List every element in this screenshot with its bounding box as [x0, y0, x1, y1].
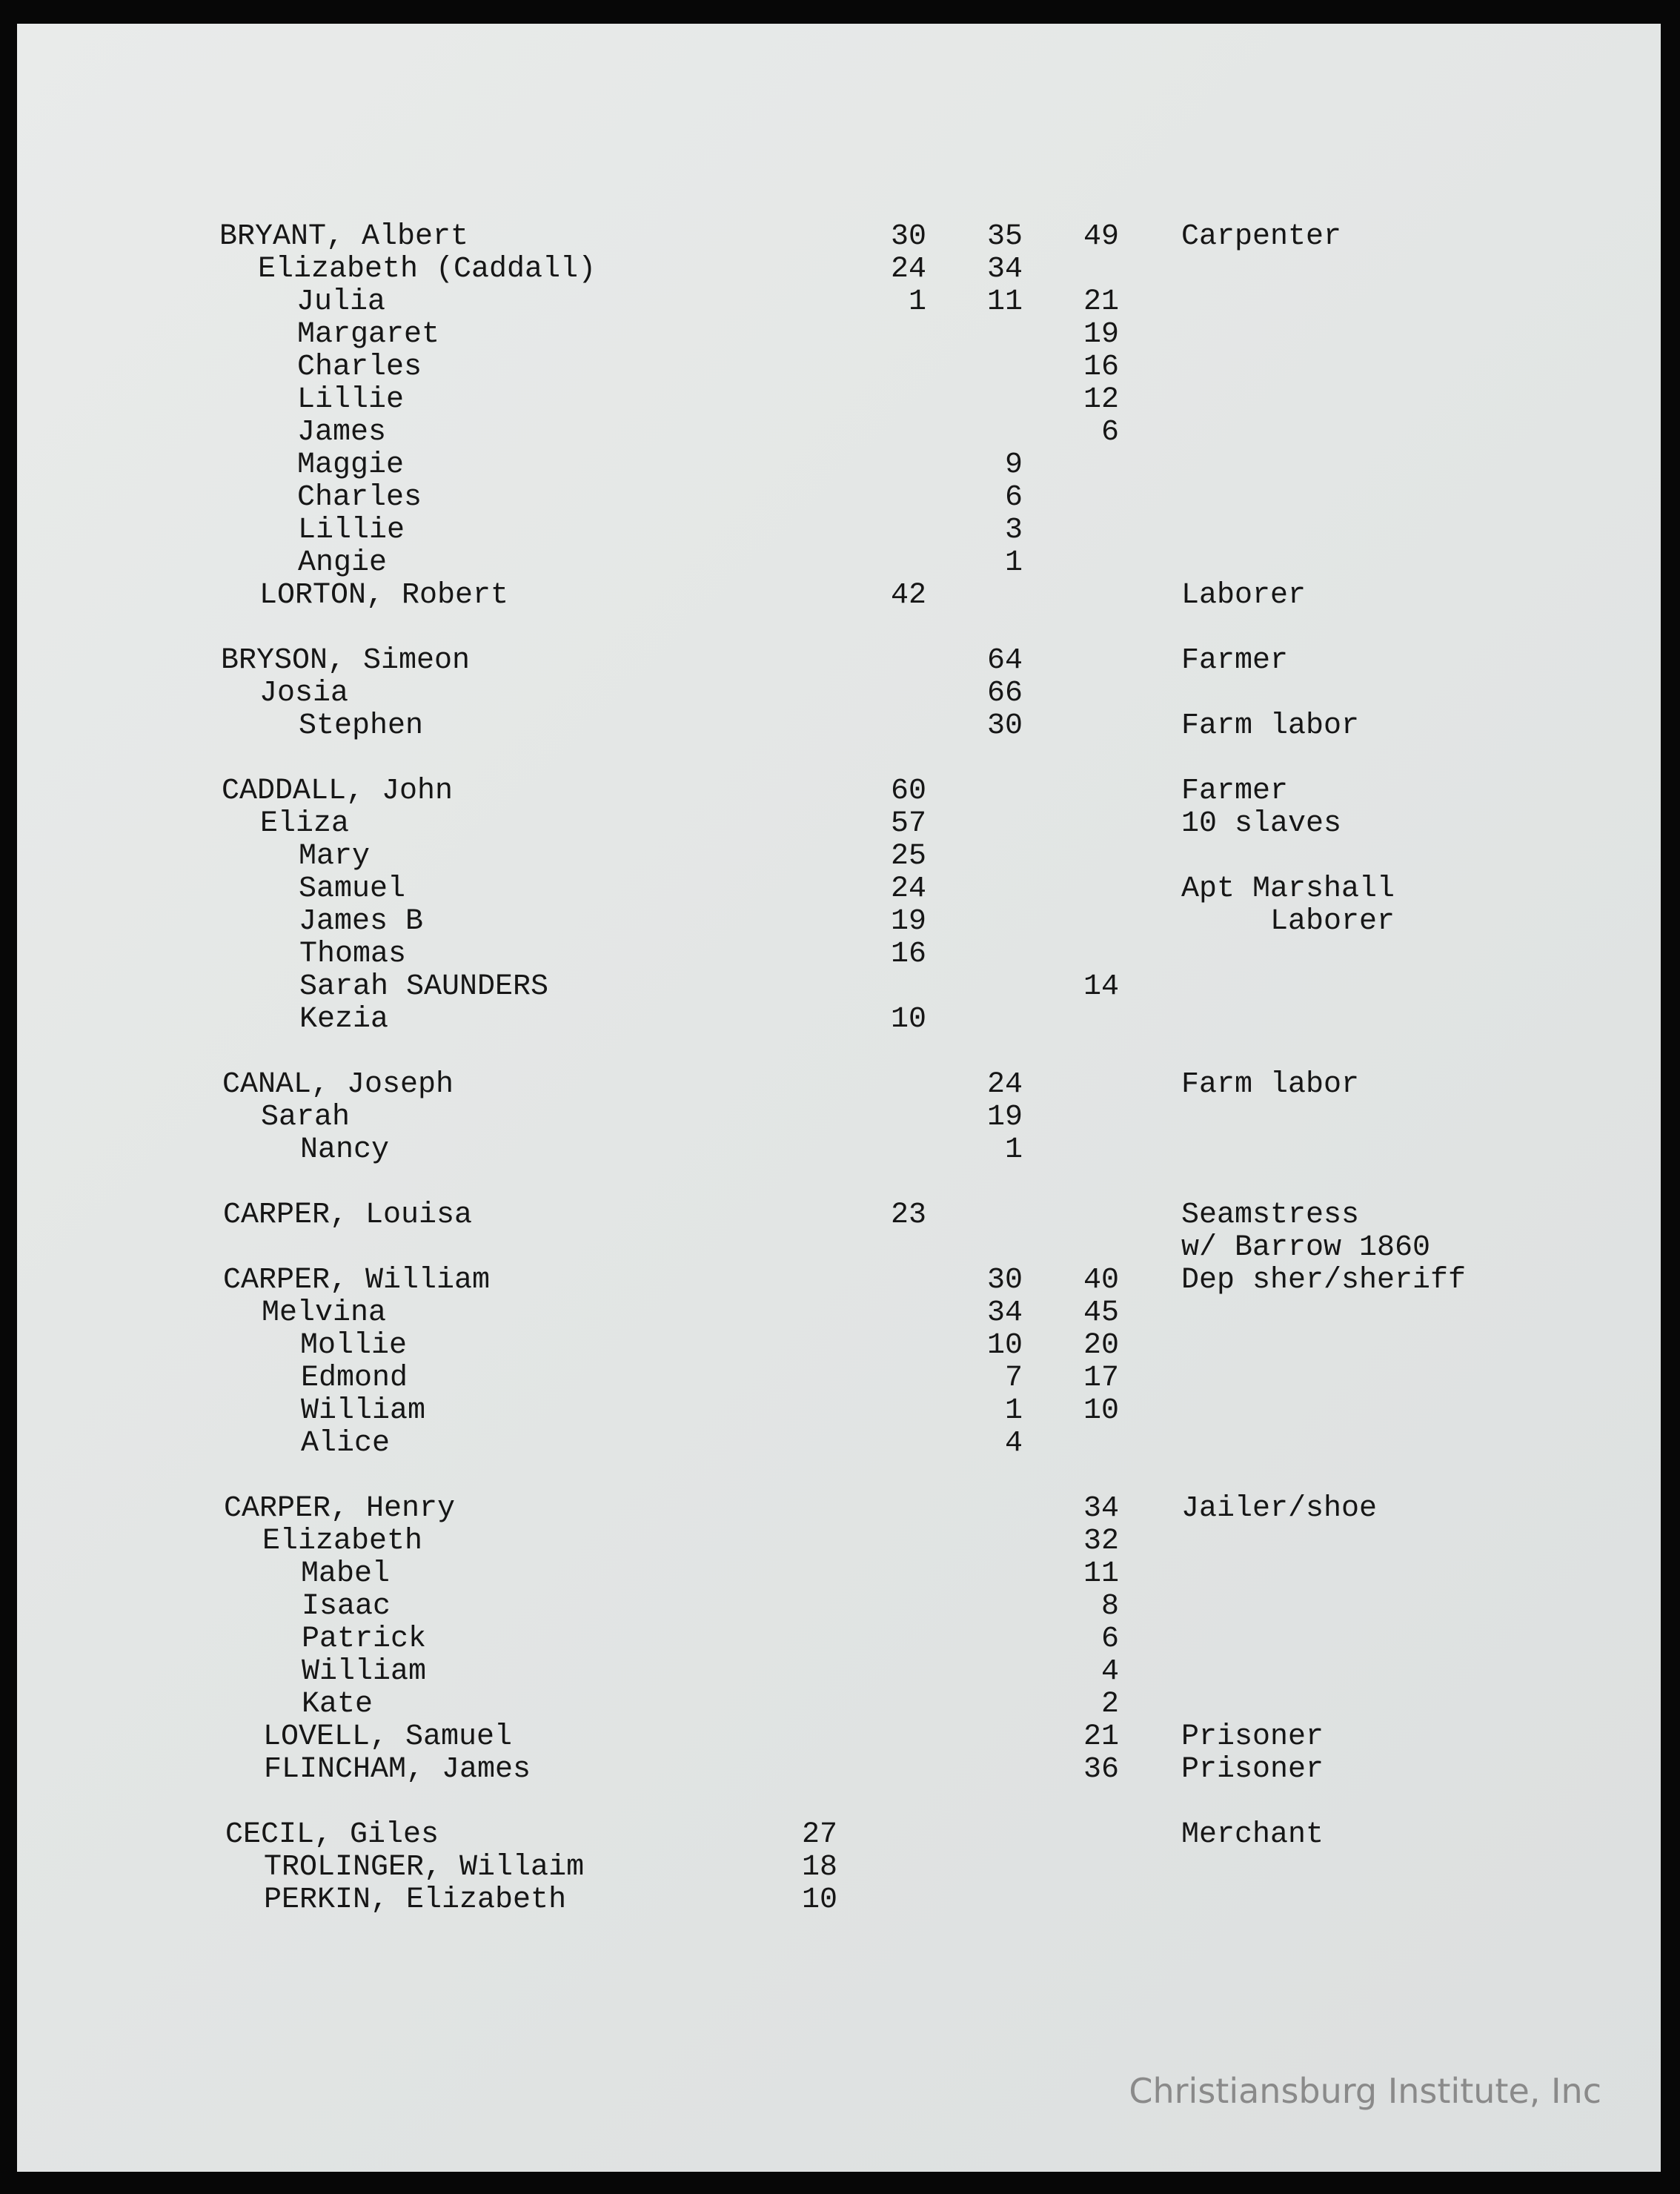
census-record — [0, 1101, 1680, 1134]
age-column-4: 34 — [1083, 1492, 1119, 1525]
age-column-2: 23 — [890, 1199, 926, 1232]
person-name: Mary — [299, 840, 371, 873]
person-name: LOVELL, Samuel — [263, 1720, 513, 1754]
age-column-3: 1 — [1004, 1133, 1023, 1167]
age-column-4: 17 — [1083, 1362, 1119, 1395]
age-column-4: 12 — [1083, 383, 1119, 417]
age-column-4: 36 — [1083, 1753, 1119, 1786]
census-record — [0, 1232, 1680, 1265]
person-name: James — [297, 416, 387, 449]
census-record — [0, 677, 1680, 710]
occupation-note: Prisoner — [1181, 1753, 1324, 1786]
census-record — [0, 417, 1680, 449]
person-name: James B — [299, 905, 424, 938]
age-column-3: 34 — [986, 1296, 1023, 1330]
occupation-note: Farm labor — [1181, 1068, 1360, 1101]
census-record — [0, 775, 1680, 808]
occupation-note: 10 slaves — [1181, 807, 1342, 841]
census-record — [0, 710, 1680, 743]
person-name: LORTON, Robert — [259, 579, 509, 612]
census-record — [0, 1754, 1680, 1786]
person-name: Charles — [297, 481, 422, 514]
age-column-4: 8 — [1100, 1590, 1119, 1623]
census-record — [0, 873, 1680, 906]
person-name: CARPER, Louisa — [223, 1199, 473, 1232]
person-name: Josia — [259, 677, 349, 710]
person-name: Melvina — [262, 1296, 387, 1330]
age-column-4: 45 — [1083, 1296, 1119, 1330]
person-name: Angie — [298, 546, 388, 580]
age-column-4: 40 — [1083, 1264, 1119, 1297]
person-name: TROLINGER, Willaim — [264, 1851, 585, 1884]
age-column-2: 10 — [890, 1003, 926, 1036]
age-column-2: 42 — [890, 579, 926, 612]
census-record — [0, 1493, 1680, 1525]
age-column-2: 1 — [908, 285, 926, 319]
age-column-3: 1 — [1004, 1394, 1023, 1428]
census-record — [0, 286, 1680, 319]
person-name: Eliza — [260, 807, 350, 841]
age-column-4: 11 — [1083, 1557, 1119, 1591]
census-record — [0, 645, 1680, 677]
occupation-note: Jailer/shoe — [1181, 1492, 1378, 1525]
person-name: Isaac — [302, 1590, 391, 1623]
person-name: CECIL, Giles — [225, 1818, 439, 1852]
age-column-4: 19 — [1083, 318, 1119, 351]
age-column-3: 19 — [986, 1101, 1023, 1134]
age-column-1: 18 — [801, 1851, 837, 1884]
census-record — [0, 1819, 1680, 1852]
occupation-note: Carpenter — [1181, 220, 1342, 253]
age-column-1: 27 — [801, 1818, 837, 1852]
age-column-3: 1 — [1004, 546, 1023, 580]
person-name: Lillie — [298, 514, 405, 547]
census-record — [0, 1069, 1680, 1101]
person-name: Lillie — [297, 383, 405, 417]
age-column-3: 10 — [986, 1329, 1023, 1362]
census-record — [0, 938, 1680, 971]
person-name: Stephen — [299, 709, 424, 743]
age-column-2: 25 — [890, 840, 926, 873]
person-name: William — [301, 1394, 426, 1428]
occupation-note: Farm labor — [1181, 709, 1360, 743]
age-column-2: 16 — [890, 938, 926, 971]
census-record — [0, 841, 1680, 873]
census-record — [0, 1199, 1680, 1232]
age-column-2: 24 — [890, 253, 926, 286]
age-column-3: 4 — [1004, 1427, 1023, 1460]
person-name: BRYANT, Albert — [219, 220, 469, 253]
person-name: Margaret — [297, 318, 440, 351]
person-name: CARPER, William — [223, 1264, 491, 1297]
occupation-note: Prisoner — [1181, 1720, 1324, 1754]
age-column-2: 19 — [890, 905, 926, 938]
age-column-2: 57 — [890, 807, 926, 841]
census-record — [0, 1884, 1680, 1917]
age-column-3: 11 — [986, 285, 1023, 319]
age-column-4: 20 — [1083, 1329, 1119, 1362]
age-column-4: 2 — [1100, 1688, 1119, 1721]
age-column-3: 30 — [986, 1264, 1023, 1297]
person-name: Samuel — [299, 872, 406, 906]
census-record — [0, 1591, 1680, 1623]
census-record — [0, 221, 1680, 253]
person-name: Mabel — [301, 1557, 391, 1591]
census-record — [0, 1623, 1680, 1656]
occupation-note: Dep sher/sheriff — [1181, 1264, 1467, 1297]
census-record — [0, 1330, 1680, 1362]
age-column-4: 21 — [1083, 1720, 1119, 1754]
age-column-4: 32 — [1083, 1525, 1119, 1558]
census-record — [0, 580, 1680, 612]
person-name: Thomas — [299, 938, 407, 971]
age-column-4: 16 — [1083, 351, 1119, 384]
census-record — [0, 1558, 1680, 1591]
person-name: Charles — [297, 351, 422, 384]
person-name: Kate — [302, 1688, 373, 1721]
age-column-3: 24 — [986, 1068, 1023, 1101]
age-column-1: 10 — [801, 1883, 837, 1917]
person-name: FLINCHAM, James — [264, 1753, 531, 1786]
occupation-note: Farmer — [1181, 775, 1289, 808]
census-record — [0, 482, 1680, 514]
census-record — [0, 1656, 1680, 1688]
age-column-3: 66 — [986, 677, 1023, 710]
age-column-4: 6 — [1100, 1623, 1119, 1656]
person-name: Elizabeth (Caddall) — [258, 253, 597, 286]
person-name: Alice — [301, 1427, 391, 1460]
person-name: Edmond — [301, 1362, 408, 1395]
age-column-2: 60 — [890, 775, 926, 808]
census-record — [0, 1265, 1680, 1297]
occupation-note: Laborer — [1181, 579, 1307, 612]
census-record — [0, 319, 1680, 351]
census-record — [0, 1721, 1680, 1754]
age-column-3: 3 — [1004, 514, 1023, 547]
age-column-3: 9 — [1004, 448, 1023, 482]
age-column-2: 24 — [890, 872, 926, 906]
occupation-note: Farmer — [1181, 644, 1289, 677]
person-name: CANAL, Joseph — [222, 1068, 454, 1101]
person-name: Sarah SAUNDERS — [299, 970, 549, 1004]
age-column-3: 7 — [1004, 1362, 1023, 1395]
census-record — [0, 1395, 1680, 1428]
person-name: CADDALL, John — [222, 775, 454, 808]
person-name: Nancy — [300, 1133, 390, 1167]
age-column-4: 14 — [1083, 970, 1119, 1004]
person-name: Kezia — [299, 1003, 389, 1036]
census-record — [0, 449, 1680, 482]
census-record — [0, 253, 1680, 286]
person-name: Mollie — [300, 1329, 408, 1362]
census-record — [0, 1525, 1680, 1558]
census-record — [0, 906, 1680, 938]
age-column-3: 34 — [986, 253, 1023, 286]
occupation-note: Laborer — [1181, 905, 1395, 938]
census-record — [0, 547, 1680, 580]
census-record — [0, 1362, 1680, 1395]
age-column-3: 30 — [986, 709, 1023, 743]
census-record — [0, 971, 1680, 1004]
age-column-2: 30 — [890, 220, 926, 253]
census-record — [0, 1688, 1680, 1721]
age-column-3: 64 — [986, 644, 1023, 677]
occupation-note: Merchant — [1181, 1818, 1324, 1852]
person-name: PERKIN, Elizabeth — [264, 1883, 567, 1917]
census-record — [0, 351, 1680, 384]
person-name: William — [302, 1655, 427, 1688]
census-record — [0, 1852, 1680, 1884]
census-record — [0, 1428, 1680, 1460]
census-record — [0, 384, 1680, 417]
census-record — [0, 1004, 1680, 1036]
age-column-4: 6 — [1100, 416, 1119, 449]
person-name: CARPER, Henry — [224, 1492, 456, 1525]
census-record — [0, 1297, 1680, 1330]
age-column-4: 21 — [1083, 285, 1119, 319]
census-record — [0, 808, 1680, 841]
person-name: Sarah — [261, 1101, 351, 1134]
age-column-3: 6 — [1004, 481, 1023, 514]
age-column-4: 49 — [1083, 220, 1119, 253]
census-record — [0, 514, 1680, 547]
person-name: Patrick — [302, 1623, 427, 1656]
person-name: Elizabeth — [262, 1525, 423, 1558]
age-column-3: 35 — [986, 220, 1023, 253]
person-name: Maggie — [297, 448, 405, 482]
age-column-4: 10 — [1083, 1394, 1119, 1428]
occupation-note: Seamstress — [1181, 1199, 1360, 1232]
watermark: Christiansburg Institute, Inc — [1129, 2071, 1601, 2111]
occupation-note: Apt Marshall — [1181, 872, 1395, 906]
age-column-4: 4 — [1100, 1655, 1119, 1688]
person-name: BRYSON, Simeon — [221, 644, 471, 677]
census-record — [0, 1134, 1680, 1167]
occupation-note: w/ Barrow 1860 — [1181, 1231, 1431, 1265]
person-name: Julia — [296, 285, 386, 319]
